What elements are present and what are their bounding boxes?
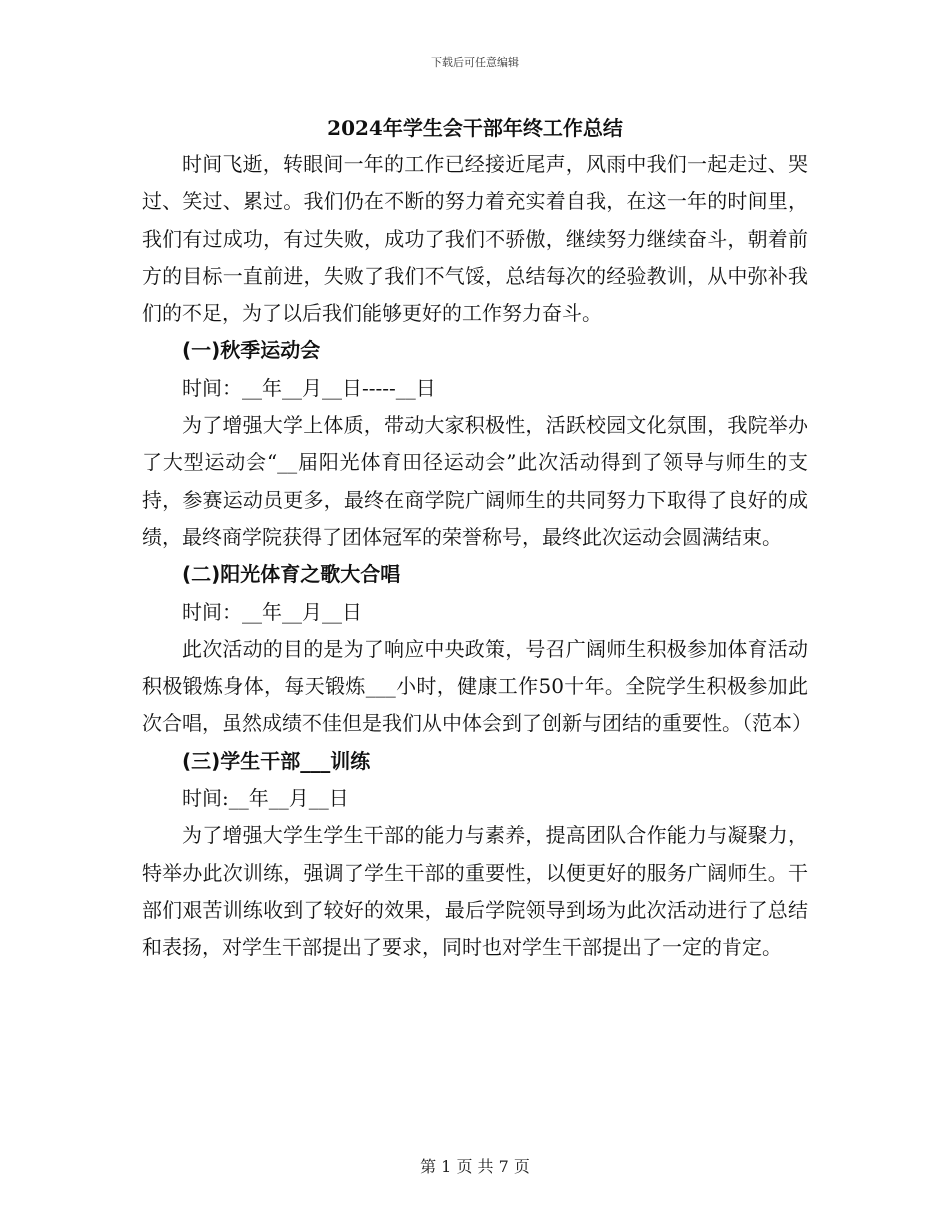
section-chorus	[142, 556, 812, 742]
intro-paragraph: 时间飞逝，转眼间一年的工作已经接近尾声，风雨中我们一起走过、哭过、笑过、累过。我们仍在不断的努力着充实着自我，在这一年的时间里，我们有过成功，有过失败，成功了我们不骄傲，继续努力继续奋斗，朝着前方的目标一直前进，失败了我们不气馁，总结每次的经验教训，从中弥补我们的不足，为了以后我们能够更好的工作努力奋斗。	[142, 152, 808, 326]
document-title: 2024年学生会干部年终工作总结	[327, 116, 623, 140]
section-cadre-training	[142, 743, 808, 967]
section-heading: (一)秋季运动会	[182, 338, 321, 363]
section-paragraph: 此次活动的目的是为了响应中央政策，号召广阔师生积极参加体育活动积极锻炼身体，每天锻炼___小时，健康工作50十年。全院学生积极参加此次合唱，虽然成绩不佳但是我们从中体会到了创新与团结的重要性。（范本）	[142, 636, 812, 736]
section-autumn-sports-meet	[142, 332, 808, 556]
document-body	[142, 110, 812, 967]
section-heading: (三)学生干部___训练	[182, 748, 371, 773]
section-time: 时间：__年__月__日	[182, 599, 362, 624]
section-paragraph: 为了增强大学生学生干部的能力与素养，提高团队合作能力与凝聚力，特举办此次训练，强调了学生干部的重要性，以便更好的服务广阔师生。干部们艰苦训练收到了较好的效果，最后学院领导到场为此次活动进行了总结和表扬，对学生干部提出了要求，同时也对学生干部提出了一定的肯定。	[142, 823, 808, 960]
section-time: 时间：__年__月__日-----__日	[182, 375, 436, 400]
page-number: 第 1 页 共 7 页	[420, 1157, 530, 1176]
page-header-note: 下载后可任意编辑	[431, 56, 519, 69]
section-heading: (二)阳光体育之歌大合唱	[182, 562, 401, 587]
section-paragraph: 为了增强大学上体质，带动大家积极性，活跃校园文化氛围，我院举办了大型运动会“__届阳光体育田径运动会”此次活动得到了领导与师生的支持，参赛运动员更多，最终在商学院广阔师生的共同努力下取得了良好的成绩，最终商学院获得了团体冠军的荣誉称号，最终此次运动会圆满结束。	[142, 413, 808, 549]
section-time: 时间:__年__月__日	[182, 786, 349, 811]
